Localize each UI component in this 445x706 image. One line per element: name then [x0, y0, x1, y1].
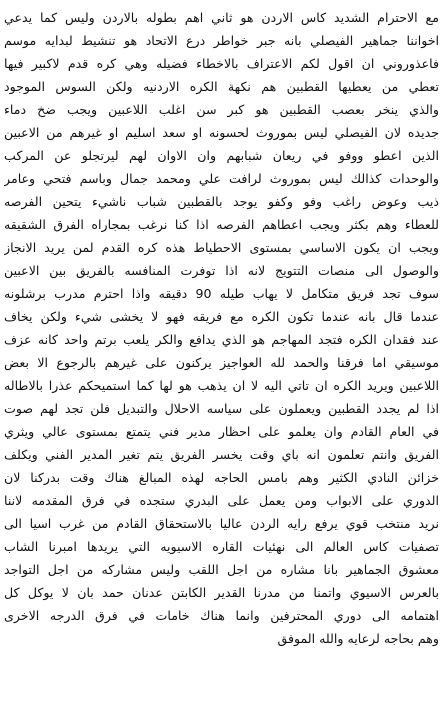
- text-line: والوحدات كذالك ليس بموروث لرافت علي ومحمد جمال وباسم فتحي وعامر: [4, 171, 439, 186]
- text-line: في العام القادم وان يعلمو على احظار مدير فني يتمتع بمستوى عالي ويثري: [4, 424, 439, 439]
- text-line: ويجب ان يكون الاساسي بمستوى الاحطياط هذه كره القدم لمن يريد الانجاز: [4, 240, 439, 255]
- text-line: اخواننا جماهير الفيصلي بانه جبر خواطر درع الاتحاد هو تنشيط لبدايه موسم: [4, 33, 439, 48]
- text-line: الفريق وانتم تعلمون انه باي وقت يخسر الفريق يتم تغير المدير الفني ويكلف: [4, 447, 439, 462]
- text-line: للعطاء وهم بكثر ويجب اعطاهم الفرصه اذا كنا نرغب بمجاراه الفرق الشقيقه: [4, 217, 439, 232]
- text-line: اللاعبين ويريد الكره ان تاتي اليه لا ان يذهب هو لها كما استميحكم عذرا بالاطاله: [4, 378, 439, 393]
- text-line: خزائن النادي الكثير وهم بامس الحاجه لهذه المبالغ هناك وقت بدركنا لان: [4, 470, 439, 485]
- text-line: اهتمامه الى دوري المحترفين وانما هناك خامات في فرق الدرجه الاخرى: [4, 608, 439, 623]
- text-line: بالعرس الاسيوي واتمنا من مدرنا القدير الكابتن عدنان حمد بان لا يوكل كل: [4, 585, 439, 600]
- text-line: نريد منتخب قوي يرفع رايه الردن عاليا بالاستحقاق القادم من غرب اسيا الى: [4, 516, 439, 531]
- text-line: معشوق الجماهير بانا مشاره من اجل اللقب وليس مشاركه من اجل التواجد: [4, 562, 439, 577]
- text-line: فاعذوروني ان اقول لكم الاعتراف بالاخطاء فضيله وهي كره قدم لاكبير فيها: [4, 56, 439, 71]
- text-line: عندما قال بانه عندما تكون الكره مع فريقه فهو لا يخشى شيء ولكن يخاف: [4, 309, 439, 324]
- text-line: تصفيات كاس العالم الى نهئيات القاره الاسيويه التي يريدها امبرنا الشاب: [4, 539, 439, 554]
- text-line: الدوري على الابواب ومن يعمل على البدري ستجده في فرق المقدمه لاننا: [4, 493, 439, 508]
- text-line: اذا لم يجدد القطبين ويعملون على سياسه الاحلال والتبديل فلن تجد لهم صوت: [4, 401, 439, 416]
- text-line: تعطي من يعطيها القطبين هم نكهة الكره الاردنيه ولكن السوس الموجود: [4, 79, 439, 94]
- text-line: الذين اعطو ووفو في ريعان شبابهم وان الاوان لهم ليرتجلو عن المركب: [4, 148, 439, 163]
- article-text: [4, 6, 439, 650]
- text-line: والوصول الى منصات التتويج لانه اذا توفرت المنافسه بالفريق بين الاعبين: [4, 263, 439, 278]
- text-line: جديده لان الفيصلي ليس بموروث لحسونه او سعد اسليم او غيرهم من الاعبين: [4, 125, 439, 140]
- text-line: موسيقي اما فرقنا والحمد لله العواجيز يركنون على غيرهم بالرجوع الا بعض: [4, 355, 439, 370]
- text-line: مع الاحترام الشديد كاس الاردن هو ثاني اهم بطوله بالاردن وليس كما يدعي: [4, 10, 439, 25]
- text-line: عند فقدان الكره فتجد المهاجم هو الذي يدافع والكر يلعب برتم واحد كانه عزف: [4, 332, 439, 347]
- text-line: سوف تجد فريق متكامل لا يهاب طيله 90 دقيقه واذا احترم مدرب برشلونه: [4, 286, 439, 301]
- text-line: وهم بحاجه لرعايه والله الموفق: [277, 631, 439, 646]
- text-line: والذي ينخر بعصب القطبين هو كبر سن اغلب اللاعبين ويجب ضخ دماء: [4, 102, 439, 117]
- text-line: ذيب وعوض راغب وفو وكفو يوجد بالقطبين شباب ناشيء يتحين الفرصه: [4, 194, 439, 209]
